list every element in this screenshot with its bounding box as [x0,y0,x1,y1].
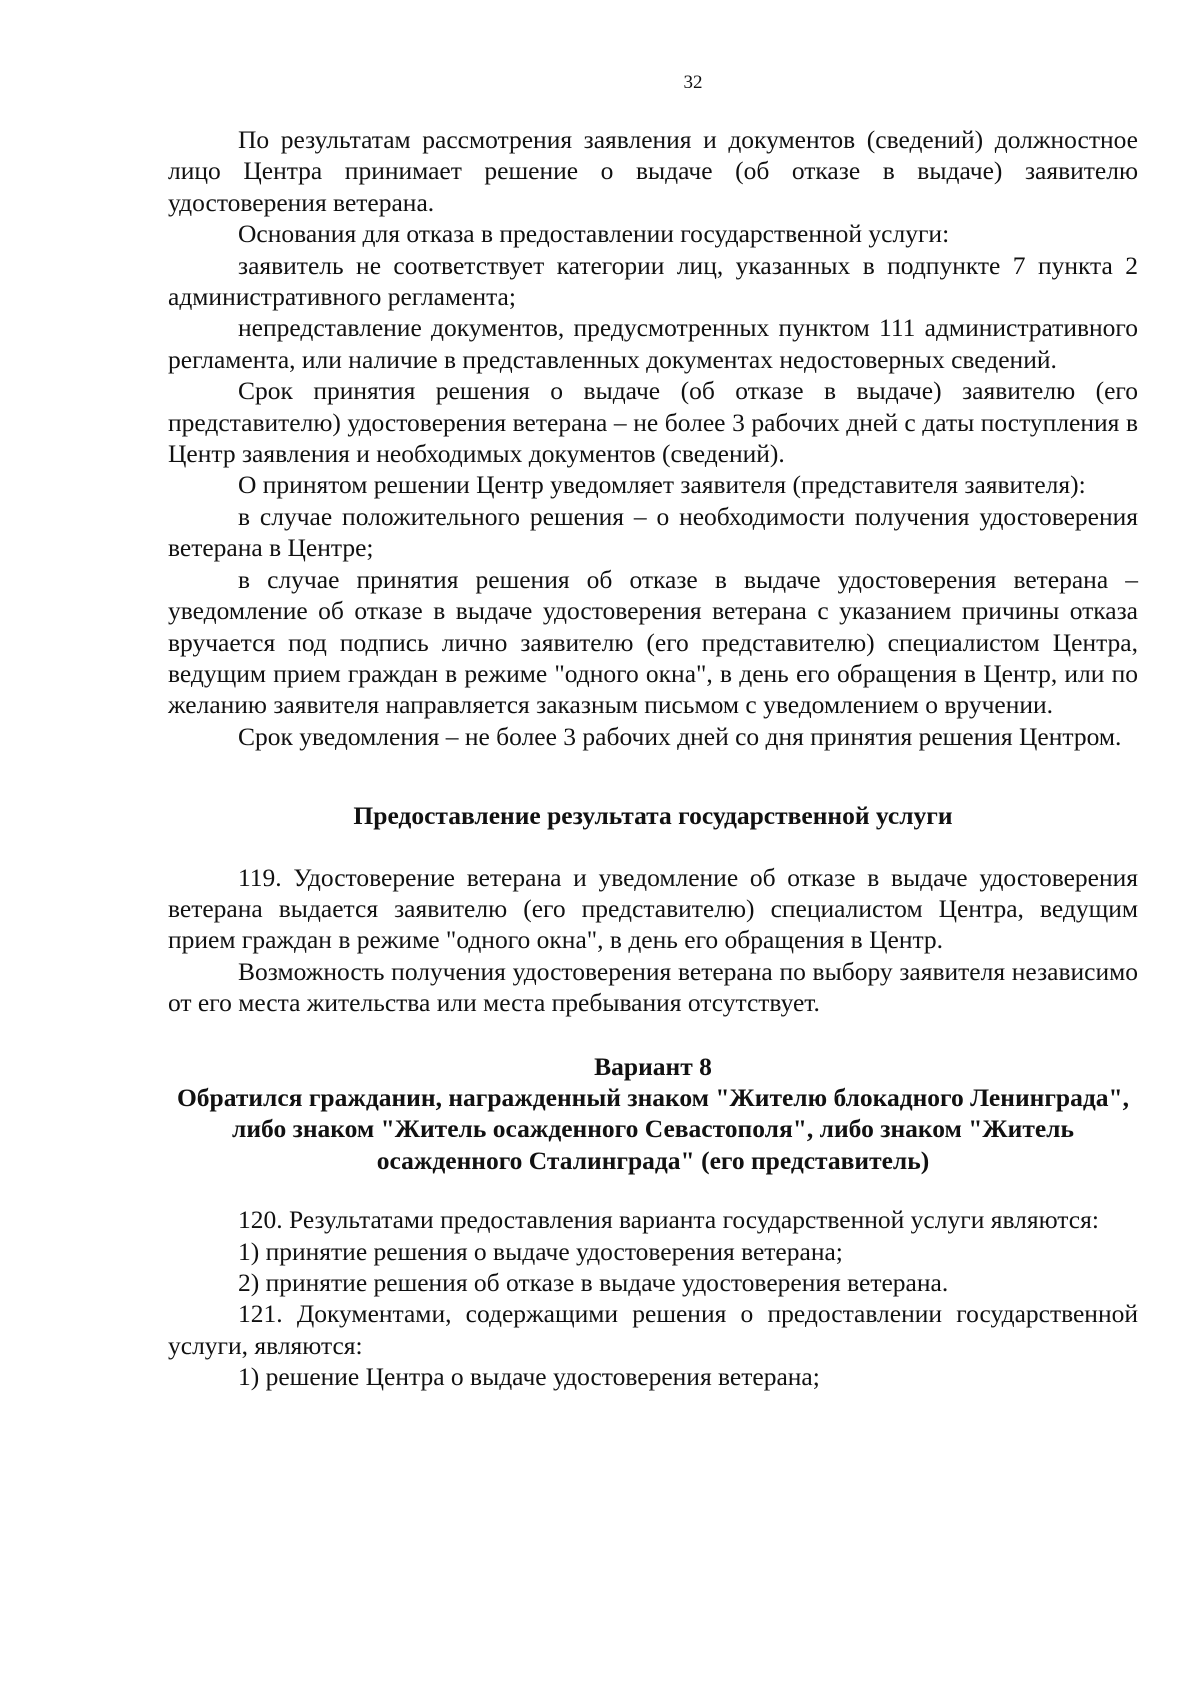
paragraph: заявитель не соответствует категории лиц, указанных в подпункте 7 пункта 2 административного регламента; [168,250,1138,312]
list-item: 2) принятие решения об отказе в выдаче удостоверения ветерана. [238,1268,949,1297]
paragraph: 119. Удостоверение ветерана и уведомление об отказе в выдаче удостоверения ветерана выдается заявителю (его представителю) специалистом Центра, ведущим прием граждан в режиме "одного окна", в день его обращения в Центр. [168,862,1138,955]
paragraph: непредставление документов, предусмотренных пунктом 111 административного регламента, или наличие в представленных документах недостоверных сведений. [168,313,1138,374]
page-number: 32 [683,72,703,93]
paragraph: в случае положительного решения – о необходимости получения удостоверения ветерана в Центре; [168,501,1138,563]
list-item: 1) решение Центра о выдаче удостоверения ветерана; [238,1362,820,1392]
paragraph: в случае принятия решения об отказе в выдаче удостоверения ветерана – уведомление об отказе в выдаче удостоверения ветерана с указанием причины отказа вручается под подпись лично заявителю (его представителю) специалистом Центра, ведущим прием граждан в режиме "одного окна", в день его обращения в Центр, или по желанию заявителя направляется заказным письмом с уведомлением о вручении. [168,564,1138,720]
paragraph: О принятом решении Центр уведомляет заявителя (представителя заявителя): [238,470,1086,500]
paragraph: Срок уведомления – не более 3 рабочих дней со дня принятия решения Центром. [238,721,1122,751]
variant-title: Вариант 8 [594,1051,712,1081]
list-item: 1) принятие решения о выдаче удостоверения ветерана; [238,1236,843,1266]
variant-subtitle: Обратился гражданин, награжденный знаком "Жителю блокадного Ленинграда", либо знаком "Житель осажденного Севастополя", либо знаком "Житель осажденного Сталинграда" (его представитель) [176,1082,1130,1175]
paragraph: Возможность получения удостоверения ветерана по выбору заявителя независимо от его места жительства или места пребывания отсутствует. [168,956,1138,1018]
paragraph: Срок принятия решения о выдаче (об отказе в выдаче) заявителю (его представителю) удостоверения ветерана – не более 3 рабочих дней с даты поступления в Центр заявления и необходимых документов (сведений). [168,376,1138,469]
section-heading: Предоставление результата государственной услуги [353,801,953,831]
paragraph: 120. Результатами предоставления варианта государственной услуги являются: [238,1205,1099,1235]
paragraph: По результатам рассмотрения заявления и документов (сведений) должностное лицо Центра принимает решение о выдаче (об отказе в выдаче) заявителю удостоверения ветерана. [168,125,1138,217]
paragraph: Основания для отказа в предоставлении государственной услуги: [238,219,950,249]
paragraph: 121. Документами, содержащими решения о предоставлении государственной услуги, являются: [168,1299,1138,1360]
